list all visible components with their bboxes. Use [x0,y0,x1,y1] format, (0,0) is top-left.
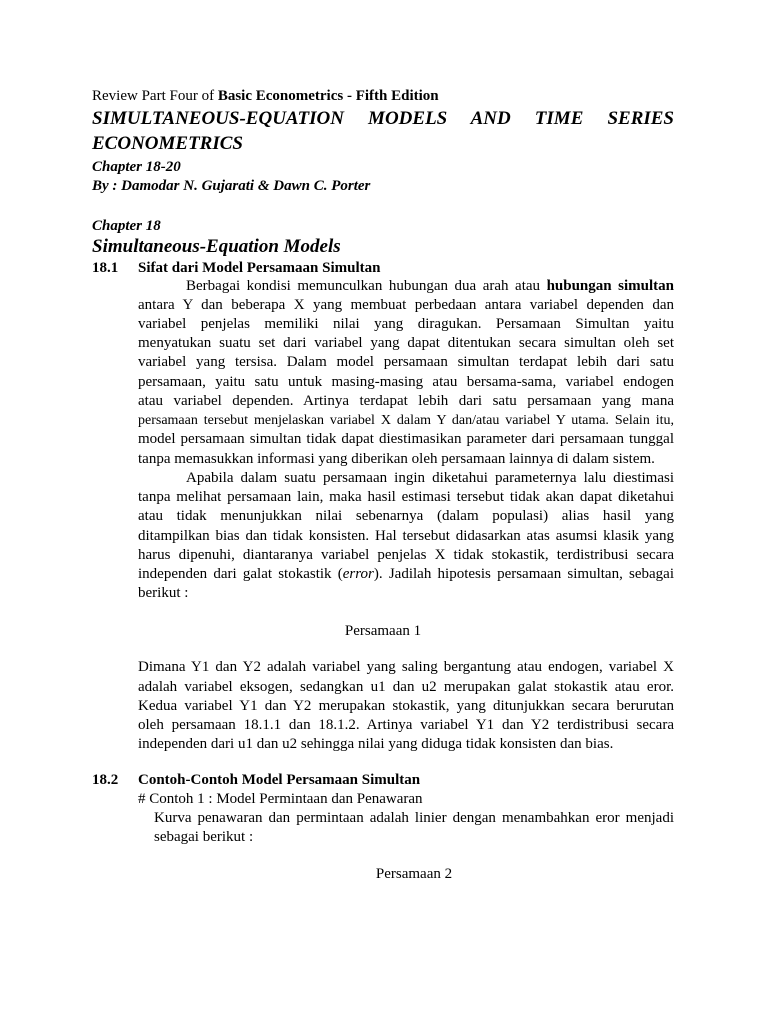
paragraph-3-line-1: Dimana Y1 dan Y2 adalah variabel yang saling bergantung atau endogen, variabel X [138,659,674,675]
paragraph-2-line-1: Apabila dalam suatu persamaan ingin diketahui parameternya lalu diestimasi [186,470,674,486]
paragraph-1-line-9: model persamaan simultan tidak dapat diestimasikan parameter dari persamaan tunggal [138,431,674,447]
paragraph-3-line-5: independen dari u1 dan u2 sehingga nilai yang diduga tidak konsisten dan bias. [138,736,614,752]
paragraph-1-line-2: antara Y dan beberapa X yang membuat perbedaan antara variabel dependen dan [138,297,674,313]
paragraph-1-line-3: variabel penjelas memiliki nilai yang diragukan. Persamaan Simultan yaitu [138,316,674,332]
paragraph-2-line-5: harus dipenuhi, diantaranya variabel penjelas X tidak stokastik, terdistribusi secara [138,547,674,563]
equation-2-label: Persamaan 2 [375,866,453,882]
chapter-title: Simultaneous-Equation Models [92,236,341,257]
paragraph-3-line-4: oleh persamaan 18.1.1 dan 18.1.2. Artinya variabel Y1 dan Y2 terdistribusi secara [138,717,674,733]
example-1-line-1: Kurva penawaran dan permintaan adalah linier dengan menambahkan eror menjadi [154,810,674,826]
equation-1-label: Persamaan 1 [344,623,422,639]
authors: By : Damodar N. Gujarati & Dawn C. Porter [92,178,371,194]
example-1-line-2: sebagai berikut : [154,829,254,845]
review-prefix: Review Part Four of [92,88,218,104]
paragraph-2-line-6: independen dari galat stokastik (error). Jadilah hipotesis persamaan simultan, sebagai [138,566,674,582]
paragraph-3-line-2: adalah variabel eksogen, sedangkan u1 dan u2 merupakan galat stokastik atau eror. [138,679,674,695]
main-title-line2: ECONOMETRICS [92,133,243,154]
section-2-title: Contoh-Contoh Model Persamaan Simultan [138,772,421,788]
paragraph-2-line-7: berikut : [138,585,189,601]
paragraph-1-line-10: tanpa memasukkan informasi yang diberikan oleh persamaan lainnya di dalam sistem. [138,451,655,467]
paragraph-2-line-2: tanpa melihat persamaan lain, maka hasil estimasi tersebut tidak akan dapat diketahui [138,489,674,505]
paragraph-1-line-6: persamaan, yaitu satu untuk masing-masing atau bersama-sama, variabel endogen [138,374,674,390]
paragraph-1-line-1: Berbagai kondisi memunculkan hubungan dua arah atau hubungan simultan [186,278,674,294]
section-1-title: Sifat dari Model Persamaan Simultan [138,260,381,276]
example-1-heading: # Contoh 1 : Model Permintaan dan Penawaran [138,791,423,807]
section-1-number: 18.1 [92,260,119,276]
paragraph-2-line-3: atau tidak menunjukkan nilai sebenarnya (dalam populasi) alias hasil yang [138,508,674,524]
paragraph-1-line-4: menyatukan suatu set dari variabel yang dapat ditentukan secara simultan oleh set [138,335,674,351]
chapter-label: Chapter 18 [92,218,161,234]
book-title: Basic Econometrics - Fifth Edition [217,88,439,104]
paragraph-2-line-4: ditampilkan bias dan tidak konsisten. Hal tersebut didasarkan atas asumsi klasik yang [138,528,674,544]
chapters-range: Chapter 18-20 [92,159,181,175]
paragraph-1-line-7: atau variabel dependen. Artinya terdapat lebih dari satu persamaan yang mana [138,393,674,409]
section-2-number: 18.2 [92,772,119,788]
review-line [92,87,439,106]
paragraph-1-line-5: variabel yang tersisa. Dalam model persamaan simultan terdapat lebih dari satu [138,354,674,370]
paragraph-3-line-3: Kedua variabel Y1 dan Y2 merupakan stokastik, yang ditunjukkan secara berurutan [138,698,674,714]
main-title-line1: SIMULTANEOUS-EQUATION MODELS AND TIME SERIES [92,108,674,129]
paragraph-1-line-8: persamaan tersebut menjelaskan variabel X dalam Y dan/atau variabel Y utama. Selain itu, [138,413,674,428]
